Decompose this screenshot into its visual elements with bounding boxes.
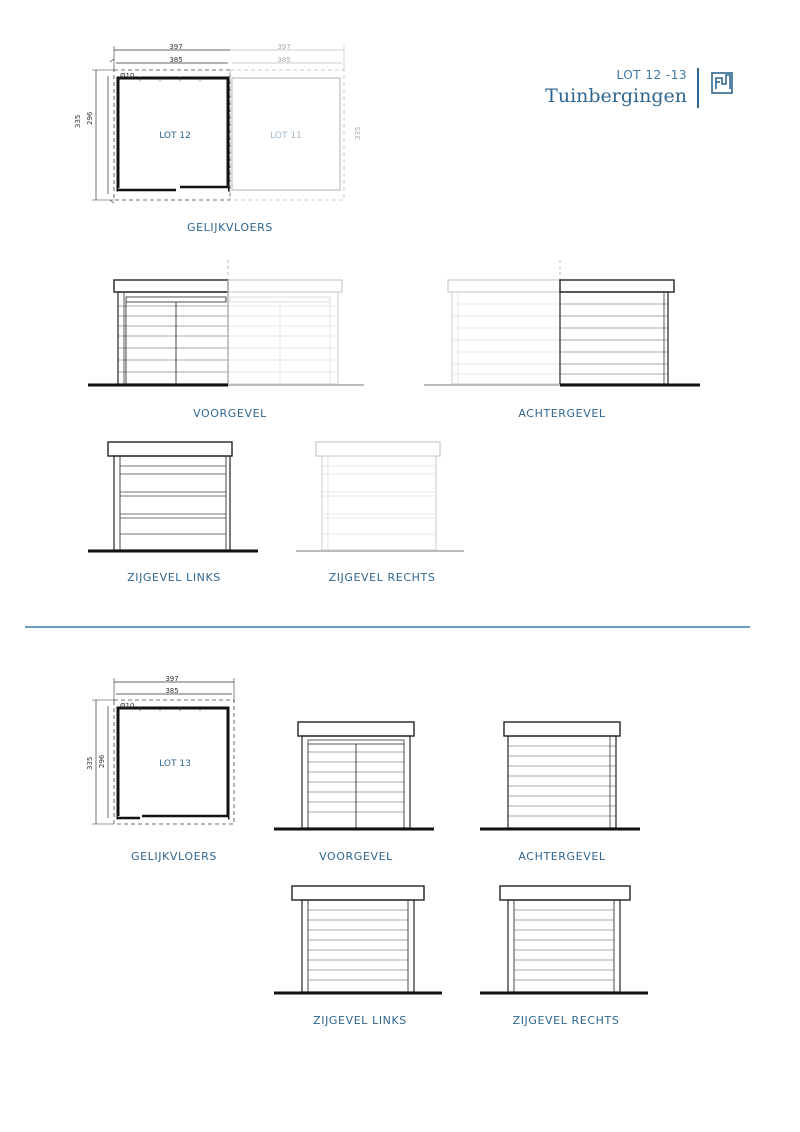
lot13-caption-side-left: ZIJGEVEL LINKS — [313, 1014, 407, 1027]
lot12-dim-top-outer: 397 — [169, 43, 183, 51]
lot12-back-elevation — [424, 258, 704, 390]
lot13-dim-left-outer: 335 — [86, 756, 94, 770]
lot12-caption-floor: GELIJKVLOERS — [187, 221, 273, 234]
header-lot-range: LOT 12 -13 — [616, 68, 687, 82]
building-logo-icon — [711, 70, 733, 94]
section-divider — [25, 626, 750, 628]
lot13-caption-floor: GELIJKVLOERS — [131, 850, 217, 863]
lot12-caption-front: VOORGEVEL — [193, 407, 267, 420]
lot13-side-left-elevation — [274, 884, 444, 998]
lot12-label: LOT 12 — [159, 131, 191, 141]
lot13-corner-mark: Ø10 — [120, 702, 135, 710]
lot12-front-elevation — [88, 258, 368, 390]
lot13-caption-back: ACHTERGEVEL — [518, 850, 606, 863]
lot13-dim-top-outer: 397 — [165, 675, 179, 683]
lot12-side-right-elevation — [294, 440, 466, 556]
lot12-corner-mark: Ø10 — [120, 72, 135, 80]
lot13-front-elevation — [274, 718, 436, 834]
lot12-caption-side-left: ZIJGEVEL LINKS — [127, 571, 221, 584]
lot13-floorplan-drawing — [80, 672, 250, 832]
lot12-side-left-elevation — [88, 440, 260, 556]
lot13-dim-top-inner: 385 — [165, 687, 179, 695]
lot13-side-right-elevation — [480, 884, 650, 998]
lot11-dim-right: 335 — [354, 126, 362, 140]
lot12-dim-left-outer: 335 — [74, 114, 82, 128]
lot12-floorplan-drawing — [80, 40, 380, 210]
lot13-dim-left-inner: 296 — [98, 754, 106, 768]
lot13-caption-front: VOORGEVEL — [319, 850, 393, 863]
lot12-dim-top-inner: 385 — [169, 56, 183, 64]
header-title: Tuinbergingen — [545, 85, 687, 107]
lot13-label: LOT 13 — [159, 759, 191, 769]
lot12-caption-back: ACHTERGEVEL — [518, 407, 606, 420]
lot11-label: LOT 11 — [270, 131, 302, 141]
lot12-caption-side-right: ZIJGEVEL RECHTS — [328, 571, 436, 584]
lot11-dim-top-outer: 397 — [277, 43, 291, 51]
lot13-back-elevation — [480, 718, 642, 834]
lot13-caption-side-right: ZIJGEVEL RECHTS — [512, 1014, 620, 1027]
lot11-dim-top-inner: 385 — [277, 56, 291, 64]
header-divider — [697, 68, 699, 108]
lot12-dim-left-inner: 296 — [86, 111, 94, 125]
